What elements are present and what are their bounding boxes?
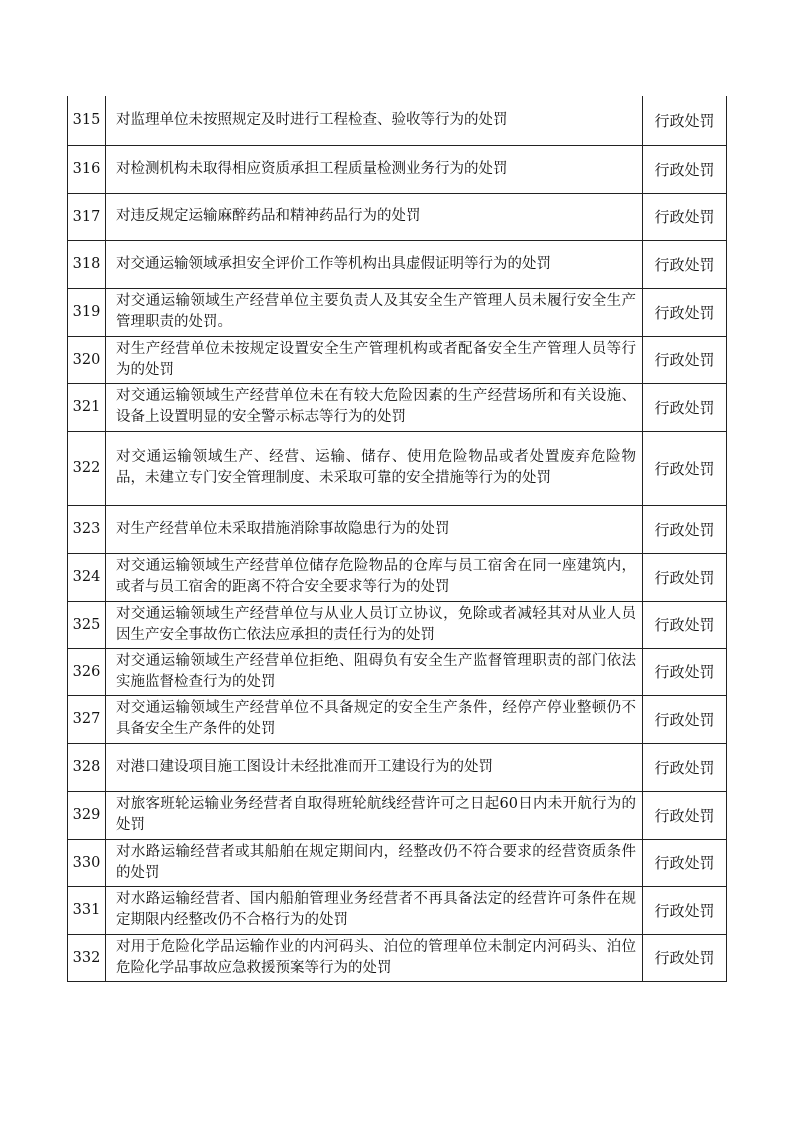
item-name: 对交通运输领域生产经营单位主要负责人及其安全生产管理人员未履行安全生产管理职责的处罚。	[106, 288, 643, 336]
item-type: 行政处罚	[643, 934, 727, 981]
item-type: 行政处罚	[643, 743, 727, 791]
item-type: 行政处罚	[643, 336, 727, 383]
item-type: 行政处罚	[643, 553, 727, 601]
item-name: 对交通运输领域生产经营单位未在有较大危险因素的生产经营场所和有关设施、设备上设置明显的安全警示标志等行为的处罚	[106, 383, 643, 431]
table-row	[68, 743, 727, 791]
row-number: 321	[68, 383, 106, 431]
table-row	[68, 193, 727, 240]
item-type: 行政处罚	[643, 839, 727, 886]
item-name: 对检测机构未取得相应资质承担工程质量检测业务行为的处罚	[106, 145, 643, 193]
table-row	[68, 240, 727, 288]
table-row	[68, 839, 727, 886]
table-row	[68, 336, 727, 383]
item-type: 行政处罚	[643, 96, 727, 145]
item-type: 行政处罚	[643, 383, 727, 431]
item-name: 对交通运输领域生产经营单位拒绝、阻碍负有安全生产监督管理职责的部门依法实施监督检查行为的处罚	[106, 648, 643, 695]
item-type: 行政处罚	[643, 240, 727, 288]
item-name: 对交通运输领域生产、经营、运输、储存、使用危险物品或者处置废弃危险物品，未建立专门安全管理制度、未采取可靠的安全措施等行为的处罚	[106, 431, 643, 505]
item-type: 行政处罚	[643, 145, 727, 193]
row-number: 326	[68, 648, 106, 695]
item-type: 行政处罚	[643, 791, 727, 839]
table-row	[68, 288, 727, 336]
table-row	[68, 648, 727, 695]
row-number: 332	[68, 934, 106, 981]
item-type: 行政处罚	[643, 288, 727, 336]
table-row	[68, 601, 727, 648]
item-name: 对交通运输领域生产经营单位储存危险物品的仓库与员工宿舍在同一座建筑内，或者与员工宿舍的距离不符合安全要求等行为的处罚	[106, 553, 643, 601]
item-name: 对港口建设项目施工图设计未经批准而开工建设行为的处罚	[106, 743, 643, 791]
table-row	[68, 934, 727, 981]
row-number: 318	[68, 240, 106, 288]
row-number: 328	[68, 743, 106, 791]
row-number: 331	[68, 886, 106, 934]
item-type: 行政处罚	[643, 648, 727, 695]
item-name: 对水路运输经营者或其船舶在规定期间内，经整改仍不符合要求的经营资质条件的处罚	[106, 839, 643, 886]
table-row	[68, 791, 727, 839]
table-row	[68, 145, 727, 193]
item-name: 对交通运输领域承担安全评价工作等机构出具虚假证明等行为的处罚	[106, 240, 643, 288]
row-number: 320	[68, 336, 106, 383]
table-row	[68, 553, 727, 601]
table-row	[68, 886, 727, 934]
table-row	[68, 695, 727, 743]
row-number: 322	[68, 431, 106, 505]
power-list-table	[67, 96, 727, 982]
item-type: 行政处罚	[643, 886, 727, 934]
table-row	[68, 431, 727, 505]
item-type: 行政处罚	[643, 695, 727, 743]
table-row	[68, 96, 727, 145]
item-name: 对旅客班轮运输业务经营者自取得班轮航线经营许可之日起60日内未开航行为的处罚	[106, 791, 643, 839]
item-type: 行政处罚	[643, 193, 727, 240]
item-name: 对水路运输经营者、国内船舶管理业务经营者不再具备法定的经营许可条件在规定期限内经整改仍不合格行为的处罚	[106, 886, 643, 934]
item-name: 对交通运输领域生产经营单位与从业人员订立协议，免除或者减轻其对从业人员因生产安全事故伤亡依法应承担的责任行为的处罚	[106, 601, 643, 648]
row-number: 323	[68, 505, 106, 553]
item-name: 对生产经营单位未按规定设置安全生产管理机构或者配备安全生产管理人员等行为的处罚	[106, 336, 643, 383]
row-number: 316	[68, 145, 106, 193]
row-number: 330	[68, 839, 106, 886]
item-name: 对生产经营单位未采取措施消除事故隐患行为的处罚	[106, 505, 643, 553]
item-type: 行政处罚	[643, 505, 727, 553]
row-number: 325	[68, 601, 106, 648]
table-row	[68, 505, 727, 553]
row-number: 329	[68, 791, 106, 839]
item-type: 行政处罚	[643, 431, 727, 505]
row-number: 327	[68, 695, 106, 743]
row-number: 315	[68, 96, 106, 145]
row-number: 324	[68, 553, 106, 601]
table-row	[68, 383, 727, 431]
row-number: 317	[68, 193, 106, 240]
row-number: 319	[68, 288, 106, 336]
item-type: 行政处罚	[643, 601, 727, 648]
item-name: 对违反规定运输麻醉药品和精神药品行为的处罚	[106, 193, 643, 240]
item-name: 对交通运输领域生产经营单位不具备规定的安全生产条件，经停产停业整顿仍不具备安全生产条件的处罚	[106, 695, 643, 743]
item-name: 对监理单位未按照规定及时进行工程检查、验收等行为的处罚	[106, 96, 643, 145]
item-name: 对用于危险化学品运输作业的内河码头、泊位的管理单位未制定内河码头、泊位危险化学品事故应急救援预案等行为的处罚	[106, 934, 643, 981]
